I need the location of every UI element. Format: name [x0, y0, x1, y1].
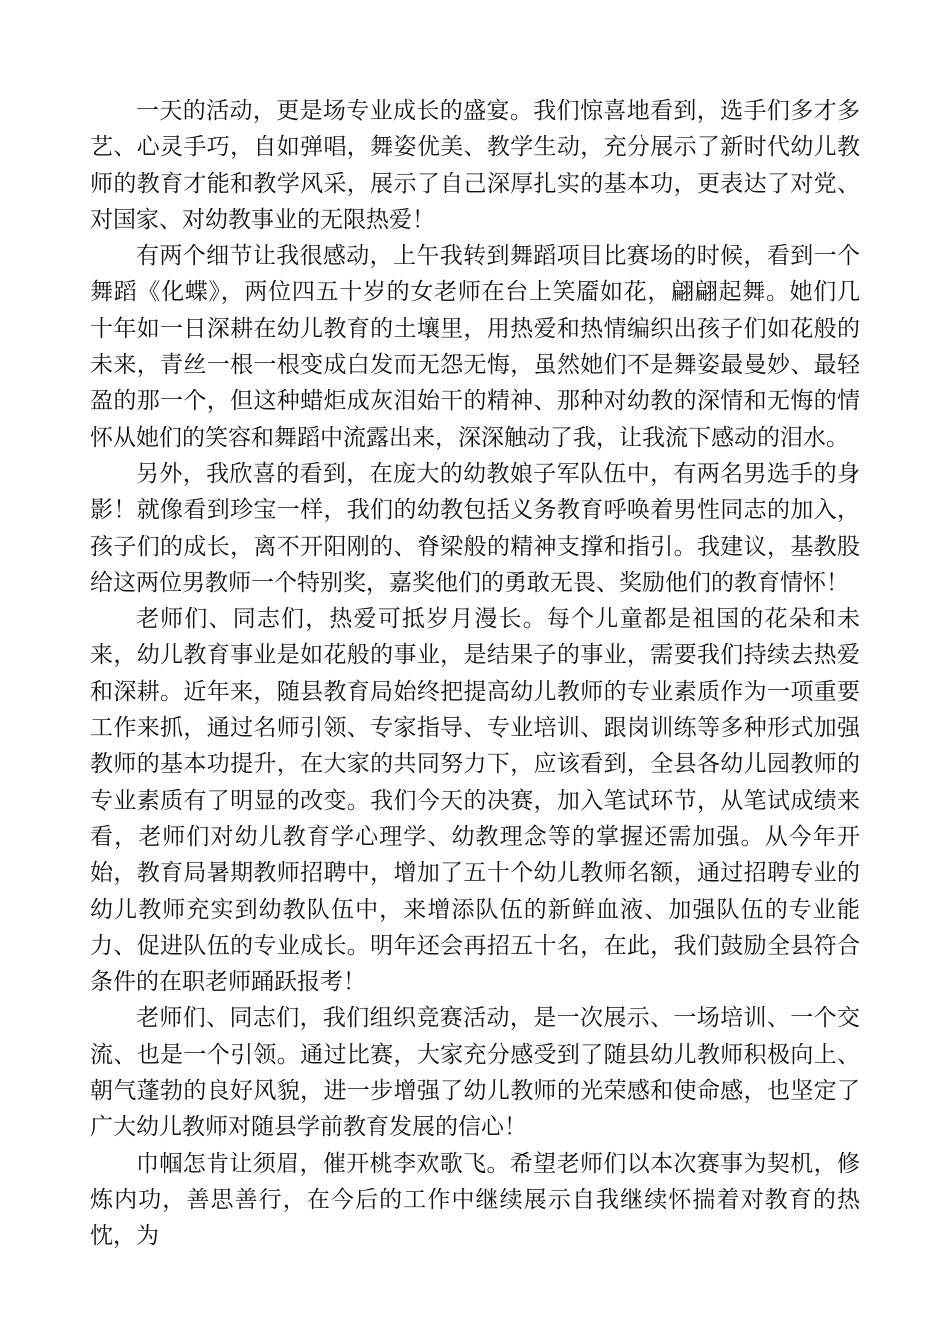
paragraph-5: 老师们、同志们，我们组织竞赛活动，是一次展示、一场培训、一个交流、也是一个引领。通过比赛，大家充分感受到了随县幼儿教师积极向上、朝气蓬勃的良好风貌，进一步增强了幼儿教师的光荣感和使命感，也坚定了广大幼儿教师对随县学前教育发展的信心！: [90, 1005, 860, 1141]
paragraph-3: 另外，我欣喜的看到，在庞大的幼教娘子军队伍中，有两名男选手的身影！就像看到珍宝一样，我们的幼教包括义务教育呼唤着男性同志的加入，孩子们的成长，离不开阳刚的、脊梁般的精神支撑和指引。我建议，基教股给这两位男教师一个特别奖，嘉奖他们的勇敢无畏、奖励他们的教育情怀！: [90, 460, 860, 596]
paragraph-6: 巾帼怎肯让须眉，催开桃李欢歌飞。希望老师们以本次赛事为契机，修炼内功，善思善行，在今后的工作中继续展示自我继续怀揣着对教育的热忱，为: [90, 1150, 860, 1250]
paragraph-1: 一天的活动，更是场专业成长的盛宴。我们惊喜地看到，选手们多才多艺、心灵手巧，自如弹唱，舞姿优美、教学生动，充分展示了新时代幼儿教师的教育才能和教学风采，展示了自己深厚扎实的基本功，更表达了对党、对国家、对幼教事业的无限热爱！: [90, 98, 860, 233]
paragraph-4: 老师们、同志们，热爱可抵岁月漫长。每个儿童都是祖国的花朵和未来，幼儿教育事业是如花般的事业，是结果子的事业，需要我们持续去热爱和深耕。近年来，随县教育局始终把提高幼儿教师的专业素质作为一项重要工作来抓，通过名师引领、专家指导、专业培训、跟岗训练等多种形式加强教师的基本功提升，在大家的共同努力下，应该看到，全县各幼儿园教师的专业素质有了明显的改变。我们今天的决赛，加入笔试环节，从笔试成绩来看，老师们对幼儿教育学心理学、幼教理念等的掌握还需加强。从今年开始，教育局暑期教师招聘中，增加了五十个幼儿教师名额，通过招聘专业的幼儿教师充实到幼教队伍中，来增添队伍的新鲜血液、加强队伍的专业能力、促进队伍的专业成长。明年还会再招五十名，在此，我们鼓励全县符合条件的在职老师踊跃报考！: [90, 606, 860, 996]
paragraph-2: 有两个细节让我很感动，上午我转到舞蹈项目比赛场的时候，看到一个舞蹈《化蝶》，两位四五十岁的女老师在台上笑靥如花，翩翩起舞。她们几十年如一日深耕在幼儿教育的土壤里，用热爱和热情编织出孩子们如花般的未来，青丝一根一根变成白发而无怨无悔，虽然她们不是舞姿最曼妙、最轻盈的那一个，但这种蜡炬成灰泪始干的精神、那种对幼教的深情和无悔的情怀从她们的笑容和舞蹈中流露出来，深深触动了我，让我流下感动的泪水。: [90, 243, 860, 451]
document-page: [90, 93, 860, 1255]
